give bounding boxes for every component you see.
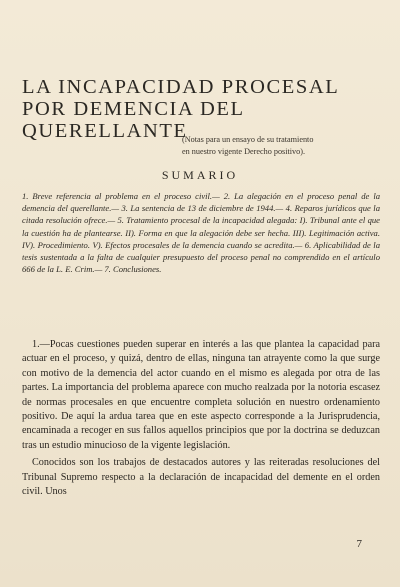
- article-title: [22, 76, 382, 142]
- paragraph-2: Conocidos son los trabajos de destacados autores y las reiteradas resoluciones del Tribunal Supremo respecto a la declaración de incapacidad del demente en el orden civil. Unos: [22, 457, 380, 498]
- subtitle-line-2: en nuestro vigente Derecho positivo).: [182, 147, 306, 156]
- title-line-1: LA INCAPACIDAD PROCESAL: [22, 76, 340, 98]
- body-text: [22, 338, 380, 499]
- sumario-heading: SUMARIO: [161, 168, 239, 182]
- sumario-text: 1. Breve referencia al problema en el proceso civil.— 2. La alegación en el proceso penal de la demencia del querellante.— 3. La sentencia de 13 de diciembre de 1944.— 4. Reparos jurídicos que la citada resolución ofrece.— 5. Tratamiento procesal de la incapacidad alegada: I). Tribunal ante el que la cuestión ha de plantearse. II). Forma en que la alegación debe ser hecha. III). Legitimación activa. IV). Procedimiento. V). Efectos procesales de la demencia cuando se acredita.— 6. Aplicabilidad de la tesis sustentada a la falta de cualquier presupuesto del proceso penal no comprendido en el artículo 666 de la L. E. Crim.— 7. Conclusiones.: [22, 191, 380, 275]
- article-subtitle: [182, 134, 378, 158]
- title-line-2: POR DEMENCIA DEL QUERELLANTE: [22, 98, 244, 142]
- paragraph-1: 1.—Pocas cuestiones pueden superar en interés a las que plantea la capacidad para actuar en el proceso, y quizá, dentro de ellas, ninguna tan atrayente como la que surge con motivo de la demencia del actor cuando en el mismo es alegada por otra de las partes. La importancia del problema aparece con mucho realzada por la notoria escasez de normas procesales en que encuentre completa solución en nuestro ordenamiento positivo. De aquí la ardua tarea que en este aspecto corresponde a la Jurisprudencia, encaminada a recoger en sus fallos aquellos principios que por la doctrina se deduzcan tras un estudio minucioso de la vigente legislación.: [22, 339, 380, 451]
- page-number: 7: [356, 538, 362, 550]
- subtitle-line-1: (Notas para un ensayo de su tratamiento: [182, 135, 314, 144]
